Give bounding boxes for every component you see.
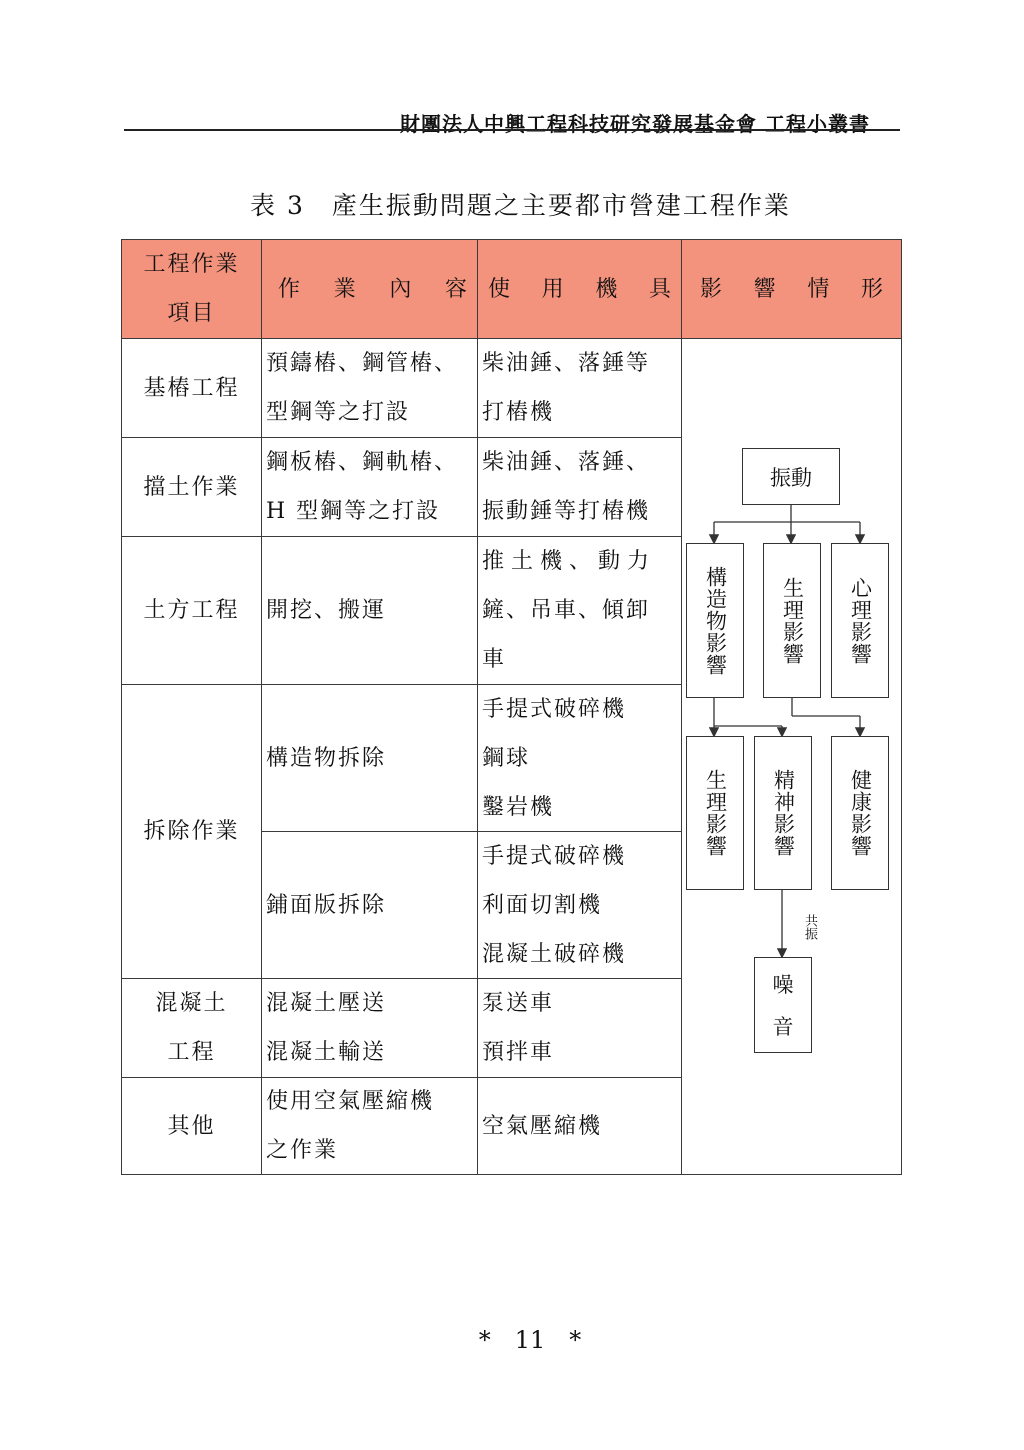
header-char: 機: [595, 276, 620, 302]
equipment-line: 車: [482, 647, 507, 672]
physiological-impact-box: [763, 543, 821, 698]
content-line: 使用空氣壓縮機: [266, 1089, 435, 1114]
content-line: 構造物拆除: [266, 745, 387, 771]
row-item-cell: [121, 978, 262, 1078]
equipment-line: 推 土 機 、 動 力: [482, 549, 649, 574]
psychological-impact-label: 心理影響: [848, 576, 873, 665]
header-content: [261, 239, 478, 339]
header-char: 使: [488, 276, 513, 302]
page-number: * 11 *: [478, 1326, 582, 1354]
content-line: 型鋼等之打設: [266, 400, 411, 425]
header-char: 業: [333, 276, 358, 302]
physiological-impact-label: 生理影響: [780, 576, 805, 665]
header-char: 情: [807, 276, 832, 302]
row-content-cell: [261, 1077, 478, 1175]
header-char: 形: [860, 276, 885, 302]
header-impact: [681, 239, 902, 339]
mental-effect-box: [754, 736, 812, 890]
header-char: 作: [278, 276, 303, 302]
content-line: 混凝土壓送: [266, 991, 387, 1016]
content-line: 混凝土輸送: [266, 1040, 387, 1065]
row-item-label: 土方工程: [143, 598, 240, 623]
equipment-line: 手提式破碎機: [482, 696, 627, 722]
equipment-line: 柴油錘、落錘等: [482, 351, 651, 376]
resonance-label: 共振: [802, 914, 817, 940]
row-item-label: 其他: [167, 1113, 216, 1139]
row-equipment-cell: [477, 978, 682, 1078]
equipment-line: 柴油錘、落錘、: [482, 450, 651, 475]
header-char: 用: [541, 276, 566, 302]
row-equipment-cell: [477, 831, 682, 979]
row-content-cell: [261, 978, 478, 1078]
equipment-line: 預拌車: [482, 1040, 555, 1065]
content-line: H 型鋼等之打設: [266, 499, 441, 524]
equipment-line: 泵送車: [482, 991, 555, 1016]
content-line: 鋪面版拆除: [266, 892, 387, 918]
row-item-label: 擋土作業: [143, 474, 240, 500]
table-title: 表 3 產生振動問題之主要都市營建工程作業: [250, 191, 791, 220]
equipment-line: 利面切割機: [482, 892, 603, 918]
header-char: 內: [389, 276, 414, 302]
health-effect-box: [831, 736, 889, 890]
equipment-line: 打樁機: [482, 400, 555, 425]
row-equipment-cell: [477, 1077, 682, 1175]
equipment-line: 混凝土破碎機: [482, 941, 627, 967]
header-item: [121, 239, 262, 339]
noise-box: [754, 957, 812, 1053]
header-item-line: 工程作業: [143, 252, 240, 277]
row-item-cell: [121, 1077, 262, 1175]
content-line: 之作業: [266, 1138, 339, 1163]
row-equipment-cell: [477, 536, 682, 685]
row-item-cell: [121, 536, 262, 685]
header-char: 具: [648, 276, 673, 302]
row-item-label: 基樁工程: [143, 375, 240, 401]
structural-impact-label: 構造物影響: [703, 565, 728, 676]
equipment-line: 鏟、吊車、傾卸: [482, 598, 651, 623]
vibration-root-label: 振動: [770, 465, 812, 490]
row-equipment-cell: [477, 338, 682, 438]
noise-char: 音: [772, 1014, 794, 1039]
header-item-line: 項目: [167, 301, 216, 326]
row-content-cell: [261, 437, 478, 537]
row-item-label: 混凝土: [155, 991, 228, 1016]
header-char: 響: [753, 276, 778, 302]
row-content-cell: [261, 684, 478, 832]
row-item-label: 拆除作業: [143, 819, 240, 844]
header-char: 影: [700, 276, 725, 302]
content-line: 鋼板樁、鋼軌樁、: [266, 450, 459, 475]
physiological-effect-box: [686, 736, 744, 890]
equipment-line: 鋼球: [482, 745, 531, 771]
row-equipment-cell: [477, 684, 682, 832]
equipment-line: 手提式破碎機: [482, 843, 627, 869]
row-item-cell: [121, 437, 262, 537]
noise-char: 噪: [772, 973, 794, 998]
row-item-cell: [121, 338, 262, 438]
physiological-effect-label: 生理影響: [703, 769, 728, 857]
document-header: 財團法人中興工程科技研究發展基金會 工程小叢書: [400, 112, 870, 136]
equipment-line: 鑿岩機: [482, 794, 555, 820]
vibration-root-box: [742, 448, 840, 505]
health-effect-label: 健康影響: [848, 769, 873, 857]
equipment-line: 空氣壓縮機: [482, 1113, 603, 1139]
header-char: 容: [444, 276, 469, 302]
row-content-cell: [261, 831, 478, 979]
content-line: 預鑄樁、鋼管樁、: [266, 351, 459, 376]
psychological-impact-box: [831, 543, 889, 698]
content-line: 開挖、搬運: [266, 598, 387, 623]
row-content-cell: [261, 536, 478, 685]
row-equipment-cell: [477, 437, 682, 537]
equipment-line: 振動錘等打樁機: [482, 499, 651, 524]
header-equipment: [477, 239, 682, 339]
row-item-label: 工程: [167, 1040, 216, 1065]
row-content-cell: [261, 338, 478, 438]
row-item-cell: [121, 684, 262, 979]
structural-impact-box: [686, 543, 744, 698]
header-divider: [124, 129, 900, 131]
mental-effect-label: 精神影響: [771, 769, 796, 857]
